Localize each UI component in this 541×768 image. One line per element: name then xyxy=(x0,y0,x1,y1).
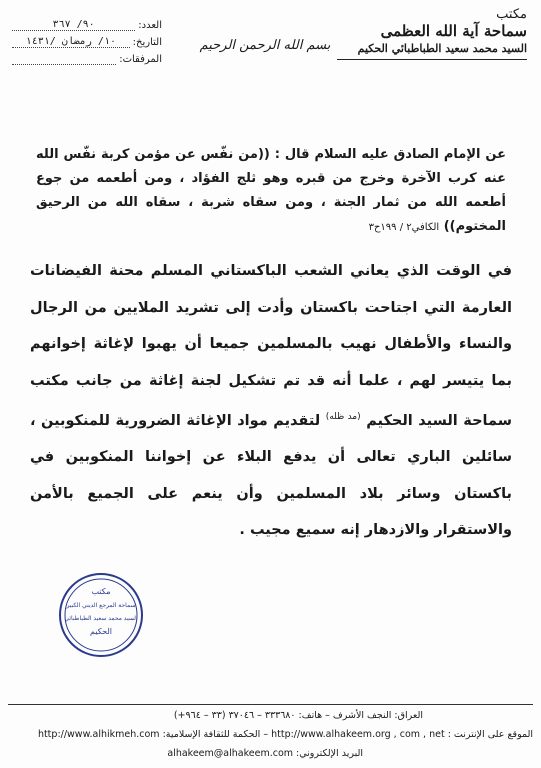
stamp-line-2: سماحة المرجع الديني الكبير xyxy=(66,602,136,609)
stamp-line-1: مكتب xyxy=(91,587,111,596)
honorific: (مد ظله) xyxy=(325,412,361,422)
attachments-value xyxy=(12,64,116,65)
footer xyxy=(8,706,533,763)
number-row xyxy=(12,14,162,31)
footer-address: العراق: النجف الأشرف – هاتف: ٣٣٣٦٨٠ – ٣٧٠٤٦ (٣٣ – ٩٦٤+) xyxy=(173,710,423,721)
letter-body xyxy=(30,253,512,549)
date-row xyxy=(12,31,162,48)
date-label: التاريخ: xyxy=(132,37,162,48)
hadith-quote xyxy=(36,143,506,240)
body-part-2: لتقديم مواد الإغاثة الضرورية للمنكوبين ، سائلين الباري تعالى أن يدفع البلاء عن إخواننا المنكوبين في باكستان وسائر بلاد المسلمين وأن ينعم على الجميع بالأمن والاستقرار والازدهار إنه سميع مجيب . xyxy=(30,412,512,539)
number-label: العدد: xyxy=(138,20,162,31)
office-title: سماحة آية الله العظمى xyxy=(380,22,527,40)
hadith-source: الكافي٢ / ١٩٩ح٣ xyxy=(368,222,440,233)
date-value: ١٠/ رمضان /١٤٣١ xyxy=(12,36,130,48)
office-underline xyxy=(337,59,527,60)
footer-email: البريد الإلكتروني: alhakeem@alhakeem.com xyxy=(167,748,363,759)
office-seal-stamp xyxy=(58,572,144,658)
footer-website: الموقع على الإنترنت : http://www.alhakeem.org , com , net – الحكمة للثقافة الإسلامية: http://www.alhikmeh.com xyxy=(37,729,533,740)
hadith-text: عن الإمام الصادق عليه السلام قال : ((من نفّس عن مؤمن كربة نفّس الله عنه كرب الآخرة وخرج من قبره وهو ثلج الفؤاد ، ومن أطعمه من جوع أطعمه الله من ثمار الجنة ، ومن سقاه شربة ، سقاه الله من الرحيق المختوم)) xyxy=(36,147,506,234)
office-name: السيد محمد سعيد الطباطبائي الحكيم xyxy=(357,42,527,55)
office-header xyxy=(317,8,527,60)
reference-block xyxy=(12,14,162,65)
basmala: بسم الله الرحمن الرحيم xyxy=(199,38,331,53)
number-value: ٩٠/ ٣٦٧ xyxy=(12,19,135,31)
attachments-label: المرفقات: xyxy=(119,54,162,65)
stamp-line-4: الحكيم xyxy=(90,627,112,636)
stamp-line-3: السيد محمد سعيد الطباطبائي xyxy=(64,615,138,622)
office-word: مكتب xyxy=(496,7,527,22)
footer-divider xyxy=(8,704,533,705)
attachments-row xyxy=(12,48,162,65)
body-part-1: في الوقت الذي يعاني الشعب الباكستاني المسلم محنة الفيضانات العارمة التي اجتاحت باكستان وأدت إلى تشريد الملايين من الرجال والنساء والأطفال نهيب بالمسلمين جميعا أن يهبوا لإغاثة إخوانهم بما يتيسر لهم ، علما أنه قد تم تشكيل لجنة إغاثة من جانب مكتب سماحة السيد الحكيم xyxy=(30,263,512,429)
